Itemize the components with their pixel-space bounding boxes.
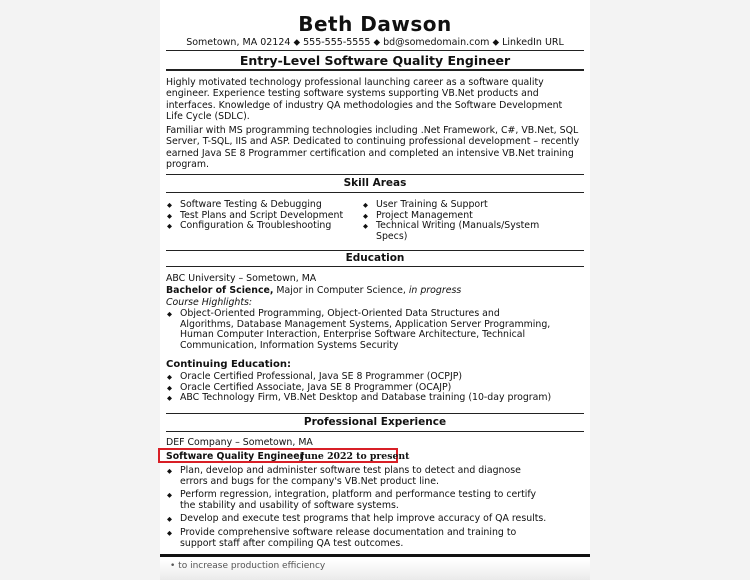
skills-heading: Skill Areas xyxy=(343,177,407,189)
course-highlights-label: Course Highlights: xyxy=(166,297,253,308)
course-highlights-list xyxy=(166,309,551,351)
list-item: ◆ User Training & Support xyxy=(362,200,572,211)
divider xyxy=(166,250,584,251)
continuing-education-list xyxy=(166,372,566,404)
skills-list-left xyxy=(166,200,366,232)
divider xyxy=(166,192,584,193)
divider xyxy=(166,266,584,267)
divider xyxy=(166,174,584,175)
degree-line xyxy=(166,285,461,296)
job-title: Software Quality Engineer xyxy=(166,451,305,462)
experience-bullets xyxy=(166,466,550,552)
page-crop-edge xyxy=(160,554,590,557)
list-item: ◆ Oracle Certified Professional, Java SE 8 Programmer (OCPJP) xyxy=(166,372,566,383)
list-item: ◆ Project Management xyxy=(362,211,572,222)
list-item: ◆ Oracle Certified Associate, Java SE 8 Programmer (OCAJP) xyxy=(166,383,566,394)
skills-list-right xyxy=(362,200,572,242)
list-item: ◆ Test Plans and Script Development xyxy=(166,211,366,222)
list-item: ◆ Develop and execute test programs that help improve accuracy of QA results. xyxy=(166,514,550,525)
list-item: ◆ Perform regression, integration, platform and performance testing to certify the stability and usability of software systems. xyxy=(166,490,550,511)
list-item: ◆ Object-Oriented Programming, Object-Oriented Data Structures and Algorithms, Database Management Systems, Application Server Programming, Human Computer Interaction, Enterprise Software Architecture, Technical Communication, Information Systems Security xyxy=(166,309,551,351)
list-item: ◆ Technical Writing (Manuals/System Specs) xyxy=(362,221,572,242)
divider xyxy=(166,69,584,71)
cutoff-bullet-text: • to increase production efficiency xyxy=(170,561,326,571)
degree-status: in progress xyxy=(405,285,462,296)
continuing-education-label: Continuing Education: xyxy=(166,359,291,370)
summary-paragraph-2: Familiar with MS programming technologies including .Net Framework, C#, VB.Net, SQL Server, T-SQL, IIS and ASP. Dedicated to continuing professional development – recently earned Java SE 8 Programmer certification and completed an intensive VB.Net training program. xyxy=(166,125,580,170)
degree-major: Major in Computer Science, xyxy=(273,285,406,296)
education-heading: Education xyxy=(345,252,405,264)
candidate-name: Beth Dawson xyxy=(298,12,452,36)
school-name: ABC University – Sometown, MA xyxy=(166,273,317,284)
experience-heading: Professional Experience xyxy=(303,416,447,428)
list-item: ◆ Provide comprehensive software release documentation and training to support staff after compiling QA test outcomes. xyxy=(166,528,550,549)
degree-name: Bachelor of Science, xyxy=(166,285,274,296)
summary-paragraph-1: Highly motivated technology professional launching career as a software quality engineer. Experience testing software systems supporting VB.Net products and interfaces. Knowledge of industry QA methodologies and the Software Development Life Cycle (SDLC). xyxy=(166,77,563,122)
divider xyxy=(166,431,584,432)
divider xyxy=(166,50,584,51)
list-item: ◆ Configuration & Troubleshooting xyxy=(166,221,366,232)
list-item: ◆ Software Testing & Debugging xyxy=(166,200,366,211)
list-item: ◆ ABC Technology Firm, VB.Net Desktop and Database training (10-day program) xyxy=(166,393,566,404)
list-item: ◆ Plan, develop and administer software test plans to detect and diagnose errors and bugs for the company's VB.Net product line. xyxy=(166,466,550,487)
resume-title: Entry-Level Software Quality Engineer xyxy=(239,53,511,68)
job-dates: June 2022 to present xyxy=(300,451,410,462)
divider xyxy=(166,413,584,414)
company-name: DEF Company – Sometown, MA xyxy=(166,437,313,448)
contact-line: Sometown, MA 02124 ⬥ 555-555-5555 ⬥ bd@somedomain.com ⬥ LinkedIn URL xyxy=(186,37,564,48)
